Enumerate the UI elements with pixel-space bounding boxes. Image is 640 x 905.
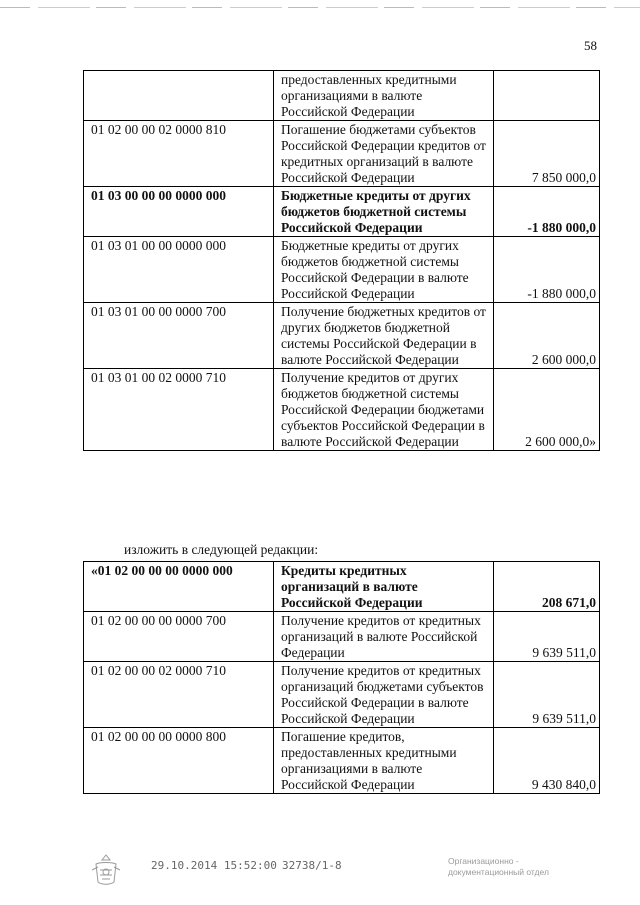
table-row — [84, 662, 600, 728]
scan-artifact-line — [0, 7, 640, 8]
stamp-line-2: документационный отдел — [448, 867, 549, 877]
row-name: Бюджетные кредиты от других бюджетов бюджетной системы Российской Федерации в валюте Российской Федерации — [274, 237, 494, 303]
table-row — [84, 728, 600, 794]
department-stamp — [448, 856, 549, 878]
row-code: 01 02 00 00 02 0000 710 — [84, 662, 274, 728]
table-row — [84, 369, 600, 451]
row-name: Кредиты кредитных организаций в валюте Российской Федерации — [274, 562, 494, 612]
row-name: предоставленных кредитными организациями в валюте Российской Федерации — [274, 71, 494, 121]
table-row — [84, 612, 600, 662]
row-name: Получение кредитов от других бюджетов бюджетной системы Российской Федерации бюджетами субъектов Российской Федерации в валюте Российской Федерации — [274, 369, 494, 451]
row-amount: 208 671,0 — [494, 562, 600, 612]
sources-table-new — [83, 561, 600, 794]
row-amount: 2 600 000,0 — [494, 303, 600, 369]
row-name: Получение кредитов от кредитных организаций в валюте Российской Федерации — [274, 612, 494, 662]
coat-of-arms-emblem-icon — [88, 852, 124, 888]
table-row — [84, 237, 600, 303]
sources-table-old — [83, 70, 600, 451]
row-code: 01 03 01 00 00 0000 700 — [84, 303, 274, 369]
footer-doc-number: 32738/1-8 — [282, 859, 342, 872]
row-name: Бюджетные кредиты от других бюджетов бюджетной системы Российской Федерации — [274, 187, 494, 237]
row-amount — [494, 71, 600, 121]
row-code: 01 02 00 00 00 0000 700 — [84, 612, 274, 662]
table-row — [84, 562, 600, 612]
table-row — [84, 121, 600, 187]
row-name: Погашение бюджетами субъектов Российской Федерации кредитов от кредитных организаций в валюте Российской Федерации — [274, 121, 494, 187]
row-name: Погашение кредитов, предоставленных кредитными организациями в валюте Российской Федерации — [274, 728, 494, 794]
row-amount: 9 639 511,0 — [494, 662, 600, 728]
row-code: «01 02 00 00 00 0000 000 — [84, 562, 274, 612]
table-row — [84, 303, 600, 369]
row-code: 01 02 00 00 02 0000 810 — [84, 121, 274, 187]
row-code — [84, 71, 274, 121]
intro-text: изложить в следующей редакции: — [124, 542, 319, 557]
row-amount: 7 850 000,0 — [494, 121, 600, 187]
row-code: 01 03 01 00 02 0000 710 — [84, 369, 274, 451]
row-amount: 9 430 840,0 — [494, 728, 600, 794]
row-amount: -1 880 000,0 — [494, 187, 600, 237]
footer-date: 29.10.2014 15:52:00 — [151, 859, 277, 872]
row-code: 01 03 01 00 00 0000 000 — [84, 237, 274, 303]
row-name: Получение кредитов от кредитных организаций бюджетами субъектов Российской Федерации в валюте Российской Федерации — [274, 662, 494, 728]
row-name: Получение бюджетных кредитов от других бюджетов бюджетной системы Российской Федерации в валюте Российской Федерации — [274, 303, 494, 369]
row-amount: 9 639 511,0 — [494, 612, 600, 662]
page-number: 58 — [584, 38, 597, 53]
row-code: 01 02 00 00 00 0000 800 — [84, 728, 274, 794]
row-amount: 2 600 000,0» — [494, 369, 600, 451]
stamp-line-1: Организационно - — [448, 856, 519, 866]
row-code: 01 03 00 00 00 0000 000 — [84, 187, 274, 237]
row-amount: -1 880 000,0 — [494, 237, 600, 303]
table-row — [84, 71, 600, 121]
table-row — [84, 187, 600, 237]
